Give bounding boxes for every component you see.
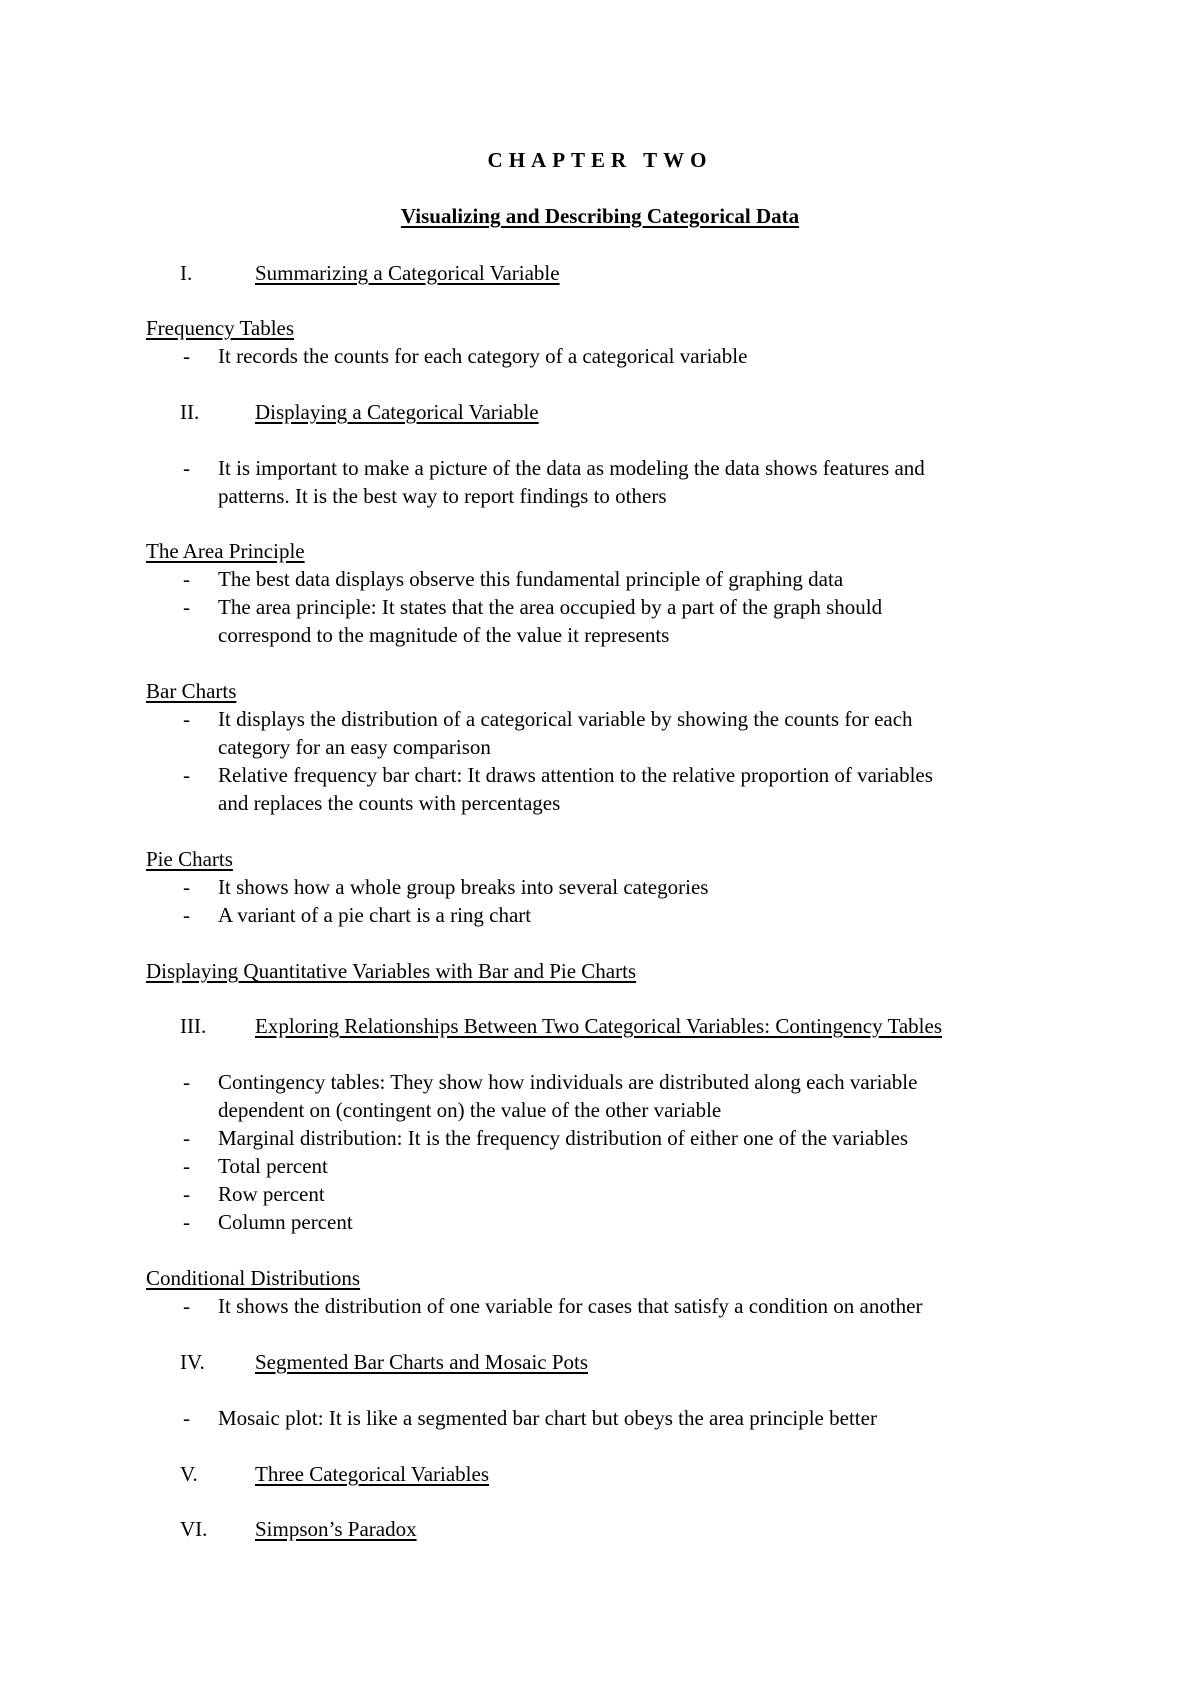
bullet-marker: - [183, 903, 190, 927]
bullet-pie-2: A variant of a pie chart is a ring chart [218, 903, 532, 927]
bullet-bar-2a: Relative frequency bar chart: It draws attention to the relative proportion of variables [218, 763, 933, 787]
bullet-cont-1a: Contingency tables: They show how individuals are distributed along each variable [218, 1070, 918, 1094]
section-numeral-5: V. [180, 1462, 198, 1486]
bullet-mosaic-1: Mosaic plot: It is like a segmented bar chart but obeys the area principle better [218, 1406, 877, 1430]
bullet-cont-4: Row percent [218, 1182, 325, 1206]
chapter-title: CHAPTER TWO [487, 148, 713, 172]
bullet-marker: - [183, 1126, 190, 1150]
bullet-marker: - [183, 595, 190, 619]
section-numeral-6: VI. [180, 1517, 208, 1541]
section-numeral-3: III. [180, 1014, 207, 1038]
heading-bar-charts: Bar Charts [146, 679, 237, 703]
section-numeral-1: I. [180, 261, 193, 285]
bullet-marker: - [183, 875, 190, 899]
heading-conditional-distributions: Conditional Distributions [146, 1266, 361, 1290]
heading-pie-charts: Pie Charts [146, 847, 233, 871]
bullet-marker: - [183, 707, 190, 731]
bullet-marker: - [183, 1182, 190, 1206]
heading-frequency-tables: Frequency Tables [146, 316, 295, 340]
subtitle-text: Visualizing and Describing Categorical Data [400, 204, 800, 228]
bullet-display-1a: It is important to make a picture of the data as modeling the data shows features and [218, 456, 925, 480]
section-title-4: Segmented Bar Charts and Mosaic Pots [255, 1350, 589, 1374]
bullet-area-1: The best data displays observe this fundamental principle of graphing data [218, 567, 844, 591]
section-title-5: Three Categorical Variables [255, 1462, 490, 1486]
bullet-marker: - [183, 1154, 190, 1178]
bullet-marker: - [183, 1210, 190, 1234]
bullet-marker: - [183, 567, 190, 591]
section-numeral-4: IV. [180, 1350, 205, 1374]
bullet-pie-1: It shows how a whole group breaks into several categories [218, 875, 709, 899]
bullet-marker: - [183, 1070, 190, 1094]
bullet-marker: - [183, 763, 190, 787]
heading-displaying-quantitative: Displaying Quantitative Variables with Bar and Pie Charts [146, 959, 637, 983]
section-title-6: Simpson’s Paradox [255, 1517, 417, 1541]
bullet-cont-5: Column percent [218, 1210, 353, 1234]
section-title-2: Displaying a Categorical Variable [255, 400, 539, 424]
section-numeral-2: II. [180, 400, 200, 424]
bullet-marker: - [183, 1406, 190, 1430]
bullet-bar-1a: It displays the distribution of a categorical variable by showing the counts for each [218, 707, 913, 731]
bullet-cont-1b: dependent on (contingent on) the value of the other variable [218, 1098, 722, 1122]
bullet-bar-2b: and replaces the counts with percentages [218, 791, 561, 815]
bullet-cont-3: Total percent [218, 1154, 328, 1178]
bullet-marker: - [183, 1294, 190, 1318]
bullet-area-2b: correspond to the magnitude of the value it represents [218, 623, 670, 647]
chapter-subtitle [0, 202, 1200, 230]
bullet-bar-1b: category for an easy comparison [218, 735, 491, 759]
bullet-display-1b: patterns. It is the best way to report findings to others [218, 484, 667, 508]
bullet-cont-2: Marginal distribution: It is the frequency distribution of either one of the variables [218, 1126, 909, 1150]
bullet-marker: - [183, 456, 190, 480]
section-title-3: Exploring Relationships Between Two Categorical Variables: Contingency Tables [255, 1014, 943, 1038]
bullet-freq-1: It records the counts for each category of a categorical variable [218, 344, 748, 368]
heading-area-principle: The Area Principle [146, 539, 305, 563]
bullet-area-2a: The area principle: It states that the area occupied by a part of the graph should [218, 595, 883, 619]
bullet-cond-1: It shows the distribution of one variable for cases that satisfy a condition on another [218, 1294, 923, 1318]
bullet-marker: - [183, 344, 190, 368]
section-title-1: Summarizing a Categorical Variable [255, 261, 560, 285]
